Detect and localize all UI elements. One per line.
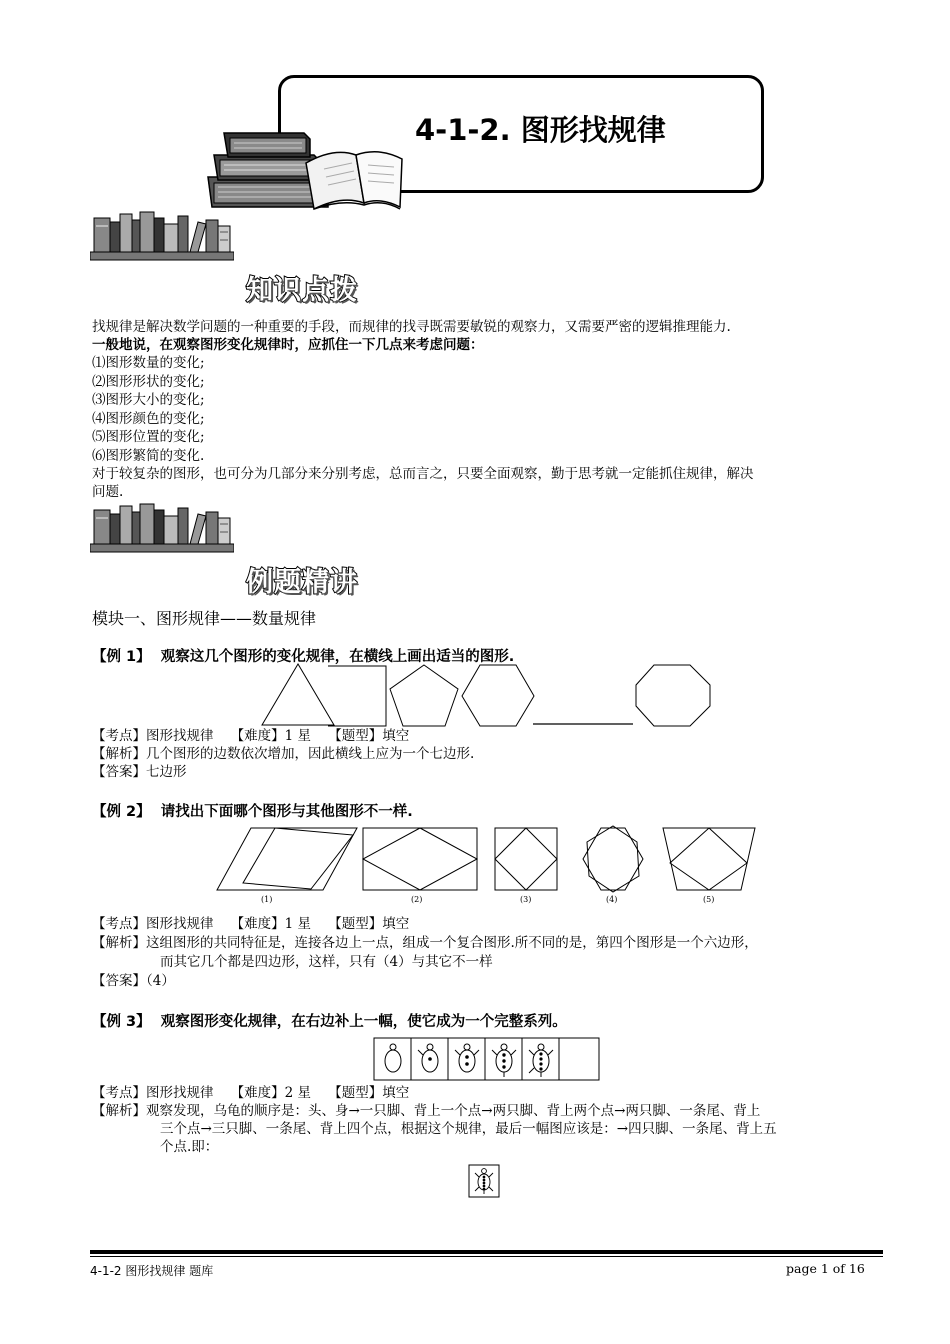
figure-caption: (5) [703,895,715,904]
example-3-meta [92,1084,409,1103]
jiexi-label: 【解析】 [92,935,146,951]
example-2-answer [92,972,175,991]
tixing-value: 填空 [382,916,410,932]
example-question: 观察图形变化规律，在右边补上一幅，使它成为一个完整系列。 [160,1014,567,1030]
section-heading-knowledge: 知识点拨 [246,275,358,306]
tixing-value: 填空 [382,1085,410,1101]
example-1-meta [92,727,409,746]
kaodian-label: 【考点】 [92,1085,146,1101]
example-3-header [92,1010,567,1031]
triangle-shape [262,664,334,725]
example-3-analysis [92,1102,760,1121]
example-question: 请找出下面哪个图形与其他图形不一样. [160,804,413,820]
example-3-analysis-cont: 个点.即： [160,1139,219,1155]
daan-label: 【答案】 [92,973,146,989]
example-3-analysis-cont: 三个点→三只脚、一条尾、背上四个点，根据这个规律，最后一幅图应该是：→四只脚、一条尾、背上五 [160,1121,777,1137]
example-3-turtle-sequence [373,1037,601,1082]
nandu-label: 【难度】 [230,728,285,744]
example-label: 【例 1】 [92,649,151,665]
example-1-figure [258,662,718,730]
page-title: 4-1-2. 图形找规律 [415,113,666,147]
figure-caption: (4) [606,895,618,904]
example-1-answer [92,763,187,782]
kaodian-value: 图形找规律 [146,916,214,932]
octagon-shape [636,665,710,726]
example-1-analysis [92,745,474,764]
example-2-analysis-cont: 而其它几个都是四边形，这样，只有（4）与其它不一样 [160,954,493,970]
tixing-label: 【题型】 [328,916,383,932]
jiexi-text: 这组图形的共同特征是，连接各边上一点，组成一个复合图形.所不同的是，第四个图形是一个六边形， [146,935,758,951]
example-question: 观察这几个图形的变化规律，在横线上画出适当的图形. [160,649,515,665]
square-shape [328,666,386,726]
turtle-stage-3-icon [455,1044,479,1072]
turtle-stage-2-icon [418,1044,438,1072]
list-item: ⑹图形繁简的变化. [92,448,205,464]
footer-rule-thick [90,1250,883,1254]
list-item: ⑴图形数量的变化; [92,355,205,371]
figure-3-square [495,828,557,890]
list-item: ⑵图形形状的变化; [92,374,205,390]
footer-page-number: page 1 of 16 [786,1261,865,1276]
list-item: ⑷图形颜色的变化; [92,411,205,427]
nandu-value: 2 星 [284,1085,312,1101]
nandu-label: 【难度】 [230,916,285,932]
intro-summary-line2: 问题. [92,484,124,500]
example-2-figure [215,823,760,907]
daan-value: （4） [146,973,175,989]
list-item: ⑸图形位置的变化; [92,429,205,445]
jiexi-text: 观察发现，乌龟的顺序是：头、身→一只脚、背上一个点→两只脚、背上两个点→两只脚、一条尾、背上 [146,1103,761,1119]
turtle-stage-1-icon [385,1044,401,1072]
figure-2-rectangle [363,828,477,890]
daan-value: 七边形 [146,764,187,780]
section-heading-examples: 例题精讲 [246,567,358,598]
figure-caption: (3) [520,895,532,904]
figure-caption: (1) [261,895,273,904]
kaodian-label: 【考点】 [92,728,146,744]
footer-doc-title: 4-1-2 图形找规律 题库 [90,1264,214,1278]
turtle-answer-icon [468,1164,500,1198]
footer-rule-thin [90,1256,883,1257]
turtle-stage-4-icon [492,1044,516,1077]
intro-summary-line1: 对于较复杂的图形，也可分为几部分来分别考虑，总而言之，只要全面观察，勤于思考就一定能抓住规律，解决 [92,466,754,482]
figure-caption: (2) [411,895,423,904]
figure-4-hexagon [583,826,643,892]
example-2-analysis [92,934,758,953]
list-item: ⑶图形大小的变化; [92,392,205,408]
nandu-label: 【难度】 [230,1085,285,1101]
open-book-icon [306,152,402,209]
bookshelf-icon [90,208,234,262]
example-2-meta [92,915,409,934]
tixing-value: 填空 [382,728,410,744]
bookshelf-icon [90,500,234,554]
example-2-header [92,800,413,821]
nandu-value: 1 星 [284,916,312,932]
kaodian-label: 【考点】 [92,916,146,932]
books-illustration [204,125,409,215]
intro-paragraph: 找规律是解决数学问题的一种重要的手段，而规律的找寻既需要敏锐的观察力，又需要严密的逻辑推理能力. [92,319,731,335]
daan-label: 【答案】 [92,764,146,780]
turtle-stage-5-icon [529,1044,553,1077]
module-title: 模块一、图形规律——数量规律 [92,609,317,628]
pentagon-shape [390,665,458,726]
figure-1-parallelogram [217,828,357,890]
intro-emphasis: 一般地说，在观察图形变化规律时，应抓住一下几点来考虑问题： [92,337,484,353]
jiexi-label: 【解析】 [92,746,146,762]
hexagon-shape [462,665,534,726]
nandu-value: 1 星 [284,728,312,744]
jiexi-text: 几个图形的边数依次增加，因此横线上应为一个七边形. [146,746,475,762]
jiexi-label: 【解析】 [92,1103,146,1119]
tixing-label: 【题型】 [328,1085,383,1101]
tixing-label: 【题型】 [328,728,383,744]
figure-5-trapezoid [663,828,755,890]
example-label: 【例 3】 [92,1014,151,1030]
example-label: 【例 2】 [92,804,151,820]
kaodian-value: 图形找规律 [146,1085,214,1101]
kaodian-value: 图形找规律 [146,728,214,744]
